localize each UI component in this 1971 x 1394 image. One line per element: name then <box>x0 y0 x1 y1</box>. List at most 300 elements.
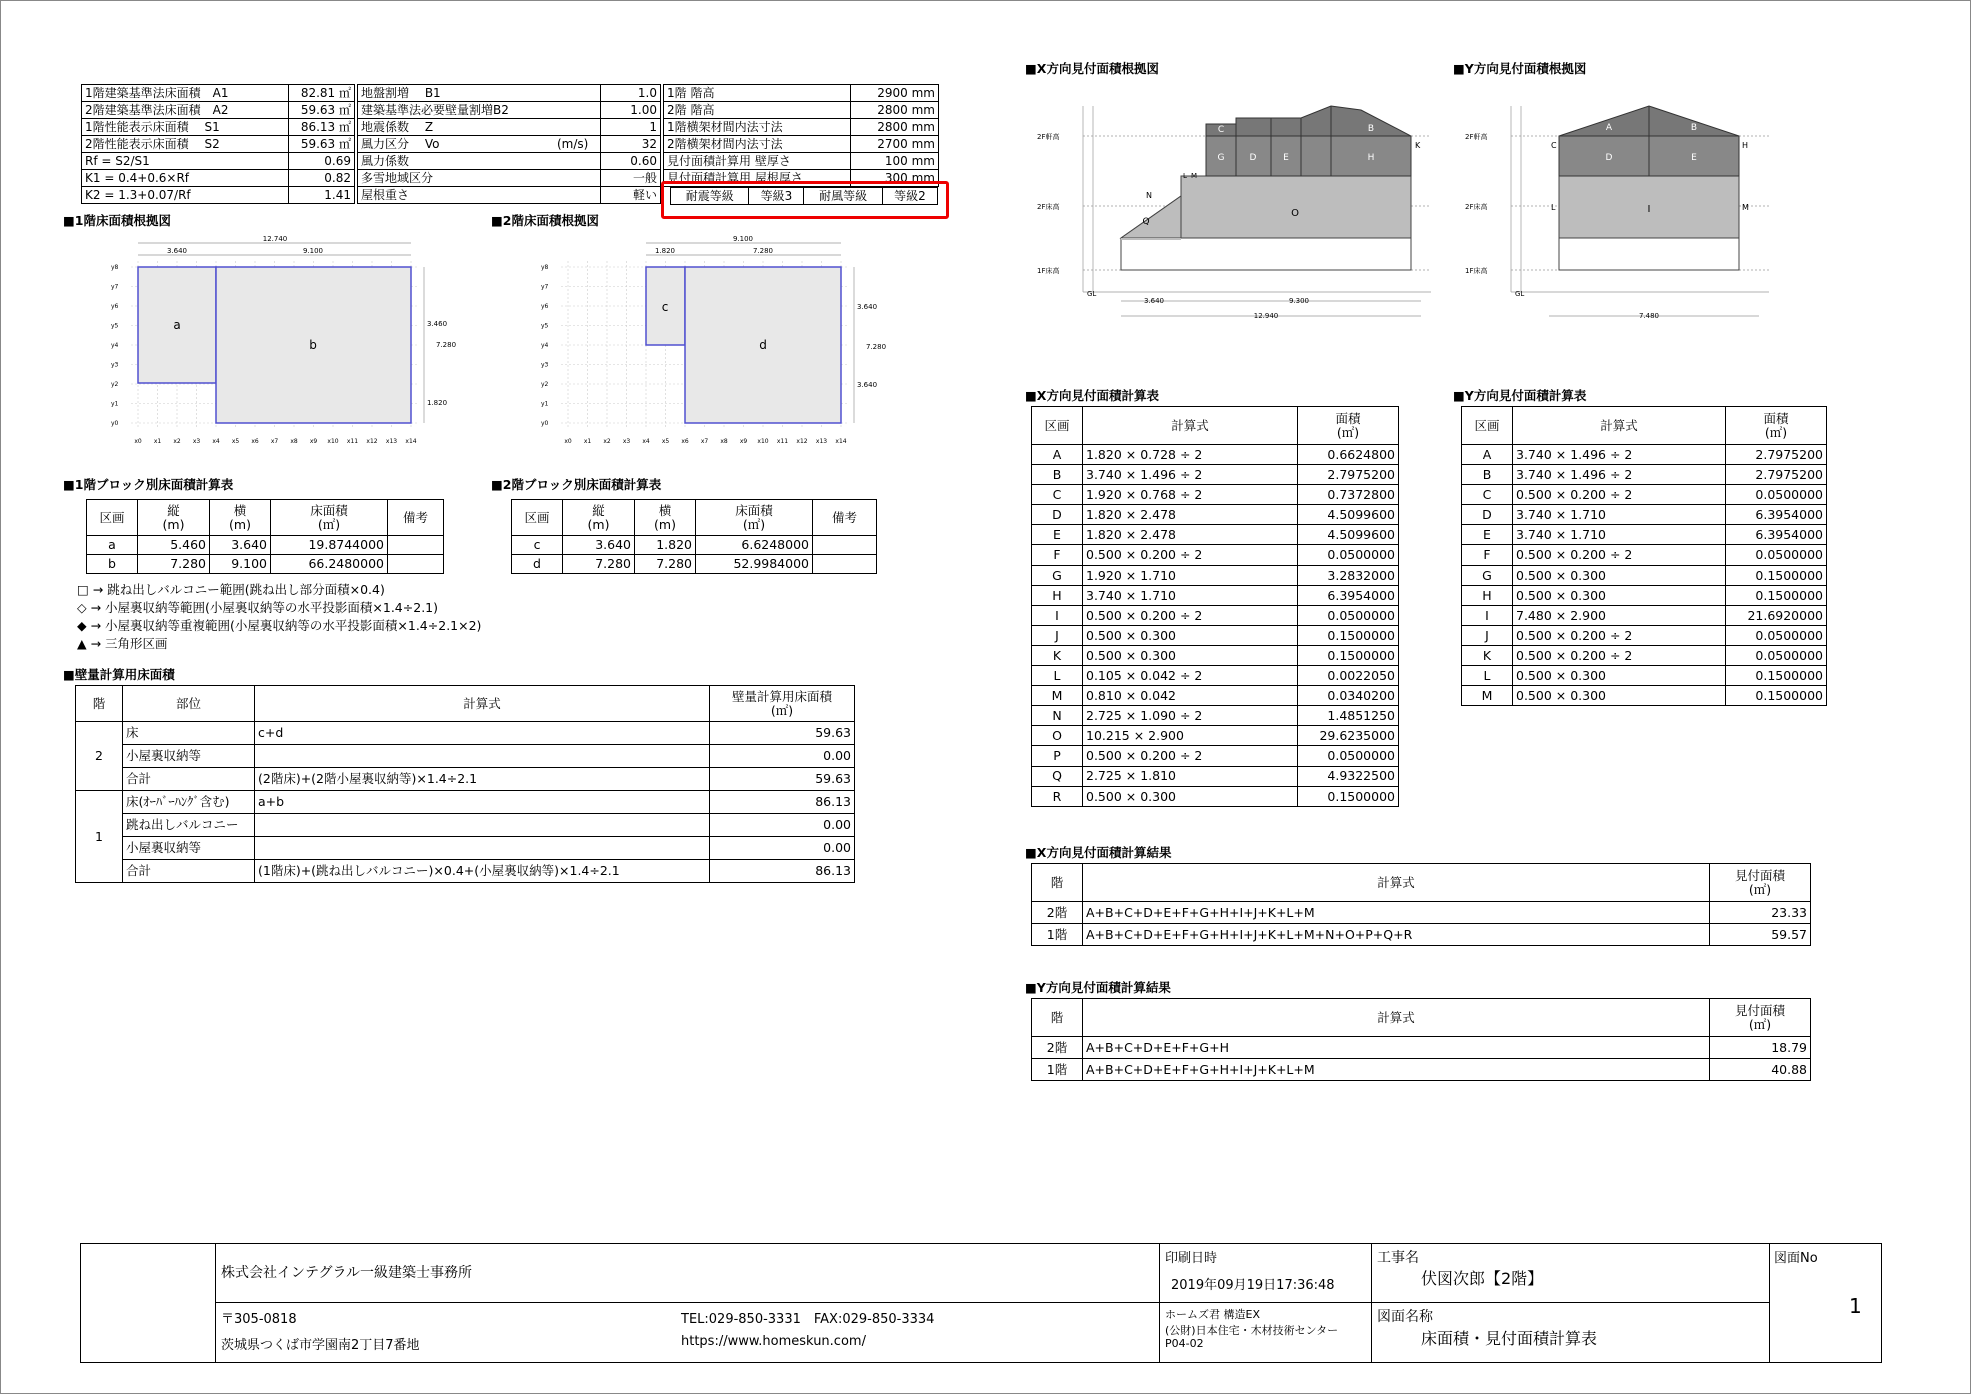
param-label: 建築基準法必要壁量割増B2 <box>358 102 555 119</box>
table-cell: E <box>1032 525 1083 545</box>
param-label: 2階 階高 <box>664 102 851 119</box>
param-value: 2900 mm <box>851 85 939 102</box>
software-name: ホームズ君 構造EX <box>1165 1308 1260 1321</box>
part-cell: 合計 <box>123 860 255 883</box>
drawing-label: 図面名称 <box>1377 1309 1433 1325</box>
y-label-b: B <box>1690 123 1698 133</box>
param-unit <box>554 119 601 136</box>
table-row <box>358 85 661 102</box>
software-org: (公財)日本住宅・木材技術センター <box>1165 1324 1339 1337</box>
plan2-label-d: d <box>759 338 767 352</box>
wall-header-formula: 計算式 <box>255 686 710 722</box>
table-row <box>1032 686 1399 706</box>
grid-y-label: y1 <box>541 400 549 408</box>
table-cell: 1.920 × 1.710 <box>1083 565 1298 585</box>
table-cell: A <box>1462 445 1513 465</box>
table-cell <box>388 536 444 555</box>
part-cell: 小屋裏収納等 <box>123 745 255 768</box>
x-label-o: O <box>1291 208 1299 219</box>
table-cell: D <box>1462 505 1513 525</box>
param-value: 82.81 ㎡ <box>289 85 355 102</box>
table-cell: 2.725 × 1.090 ÷ 2 <box>1083 706 1298 726</box>
table-header: 区画 <box>512 500 563 536</box>
table-row <box>1462 686 1827 706</box>
table-cell: 1.920 × 0.768 ÷ 2 <box>1083 485 1298 505</box>
x-label-d: D <box>1249 153 1257 163</box>
param-value: 一般 <box>601 170 661 187</box>
table-row <box>76 860 855 883</box>
grid-x-label: x3 <box>622 438 631 445</box>
table-cell: 2.725 × 1.810 <box>1083 766 1298 786</box>
seismic-param-table <box>357 84 661 204</box>
wall-header-part: 部位 <box>123 686 255 722</box>
table-cell: 0.500 × 0.200 ÷ 2 <box>1083 545 1298 565</box>
table-row <box>664 119 939 136</box>
table-cell: 4.5099600 <box>1298 525 1399 545</box>
plan2-title: ■2階床面積根拠図 <box>491 213 600 228</box>
param-value: 軽い <box>601 187 661 204</box>
table-row <box>87 536 444 555</box>
x-level-gl: GL <box>1087 290 1097 298</box>
table-row <box>1462 485 1827 505</box>
table-row <box>1462 605 1827 625</box>
table-cell: 23.33 <box>1710 902 1811 924</box>
grid-y-label: y7 <box>541 283 549 291</box>
table-cell: K <box>1032 645 1083 665</box>
legend-line: ◇ → 小屋裏収納等範囲(小屋裏収納等の水平投影面積×1.4÷2.1) <box>77 600 438 615</box>
grid-x-label: x2 <box>173 438 181 445</box>
table-cell: 1.820 × 2.478 <box>1083 505 1298 525</box>
table-cell: 1.4851250 <box>1298 706 1399 726</box>
param-unit <box>554 102 601 119</box>
table-header: 見付面積 (㎡) <box>1710 864 1811 902</box>
grid-y-label: y6 <box>541 303 549 310</box>
param-value: 0.82 <box>289 170 355 187</box>
y-level-2f: 2F床高 <box>1465 203 1488 211</box>
table-cell: 0.500 × 0.200 ÷ 2 <box>1513 645 1726 665</box>
param-label: 多雪地域区分 <box>358 170 555 187</box>
table-cell: D <box>1032 505 1083 525</box>
table-cell <box>388 555 444 574</box>
block2-table <box>511 499 877 574</box>
floor-cell: 2 <box>76 722 123 791</box>
table-cell: 0.500 × 0.300 <box>1513 585 1726 605</box>
param-label: 2階横架材間内法寸法 <box>664 136 851 153</box>
grid-x-label: x8 <box>720 438 728 445</box>
table-row <box>76 791 855 814</box>
grid-x-label: x14 <box>405 438 417 445</box>
floor1-plan-diagram <box>91 233 461 465</box>
table-cell: A+B+C+D+E+F+G+H <box>1083 1037 1710 1059</box>
table-cell: 29.6235000 <box>1298 726 1399 746</box>
param-label: 2階性能表示床面積 S2 <box>82 136 289 153</box>
table-row <box>358 119 661 136</box>
x-label-e: E <box>1283 153 1289 163</box>
table-cell: 66.2480000 <box>271 555 388 574</box>
table-cell: F <box>1032 545 1083 565</box>
plan1-dim-b: 9.100 <box>302 247 324 255</box>
table-cell: 0.1500000 <box>1298 625 1399 645</box>
table-header: 横 (m) <box>210 500 271 536</box>
table-cell <box>813 555 877 574</box>
table-cell: C <box>1462 485 1513 505</box>
table-row <box>1462 565 1827 585</box>
param-label: 2階建築基準法床面積 A2 <box>82 102 289 119</box>
table-cell: B <box>1032 465 1083 485</box>
table-cell: 0.6624800 <box>1298 445 1399 465</box>
table-cell: 3.740 × 1.710 <box>1083 585 1298 605</box>
param-unit <box>554 187 601 204</box>
grid-y-label: y5 <box>111 322 119 330</box>
table-header: 計算式 <box>1513 407 1726 445</box>
grid-x-label: x4 <box>642 438 650 445</box>
grid-y-label: y5 <box>541 322 549 330</box>
plan1-title: ■1階床面積根拠図 <box>63 213 172 228</box>
print-date-label: 印刷日時 <box>1165 1251 1218 1266</box>
table-cell: 0.1500000 <box>1726 565 1827 585</box>
block1-title: ■1階ブロック別床面積計算表 <box>63 477 234 492</box>
plan1-label-a: a <box>173 318 181 332</box>
plan2-label-c: c <box>661 300 669 314</box>
legend-line: ▲ → 三角形区画 <box>77 636 168 651</box>
y-level-eave: 2F軒高 <box>1465 133 1488 141</box>
table-cell: C <box>1032 485 1083 505</box>
y-level-gl: GL <box>1515 290 1525 298</box>
table-row <box>1032 485 1399 505</box>
table-cell: 0.500 × 0.200 ÷ 2 <box>1513 545 1726 565</box>
table-cell: H <box>1462 585 1513 605</box>
part-cell: 床(ｵｰﾊﾞｰﾊﾝｸﾞ含む) <box>123 791 255 814</box>
table-row <box>1032 924 1811 946</box>
grid-y-label: y2 <box>541 381 549 388</box>
area-cell: 0.00 <box>710 745 855 768</box>
y-calc-title: ■Y方向見付面積計算表 <box>1453 388 1587 403</box>
formula-cell <box>255 745 710 768</box>
table-cell: 0.0500000 <box>1298 605 1399 625</box>
grid-x-label: x5 <box>661 438 670 445</box>
grid-y-label: y8 <box>111 264 119 271</box>
table-row <box>1462 445 1827 465</box>
table-row <box>664 102 939 119</box>
table-header: 備考 <box>813 500 877 536</box>
grid-y-label: y3 <box>111 361 119 369</box>
table-header: 縦 (m) <box>563 500 635 536</box>
table-row <box>1032 465 1399 485</box>
grid-x-label: x4 <box>212 438 220 445</box>
table-cell: 0.1500000 <box>1726 585 1827 605</box>
table-header: 面積 (㎡) <box>1726 407 1827 445</box>
table-cell: A <box>1032 445 1083 465</box>
table-header: 区画 <box>1032 407 1083 445</box>
y-label-m: M <box>1742 203 1749 212</box>
plan1-dim-r1: 3.460 <box>427 320 448 328</box>
y-result-table <box>1031 998 1811 1081</box>
table-cell: 0.500 × 0.200 ÷ 2 <box>1513 485 1726 505</box>
plan1-label-b: b <box>309 338 317 352</box>
table-header: 階 <box>1032 999 1083 1037</box>
table-cell: 0.500 × 0.300 <box>1083 786 1298 806</box>
table-cell: 5.460 <box>138 536 210 555</box>
table-cell: 0.1500000 <box>1298 786 1399 806</box>
grid-x-label: x10 <box>327 438 339 445</box>
table-row <box>76 814 855 837</box>
table-cell: 0.0022050 <box>1298 666 1399 686</box>
table-cell: I <box>1032 605 1083 625</box>
param-unit <box>554 153 601 170</box>
grid-x-label: x2 <box>603 438 611 445</box>
param-value: 59.63 ㎡ <box>289 136 355 153</box>
param-label: 1階横架材間内法寸法 <box>664 119 851 136</box>
grid-x-label: x11 <box>776 438 789 445</box>
x-level-1f: 1F床高 <box>1037 267 1060 275</box>
plan1-dim-a: 3.640 <box>166 247 188 255</box>
formula-cell: a+b <box>255 791 710 814</box>
table-cell: 7.480 × 2.900 <box>1513 605 1726 625</box>
table-cell: 0.0340200 <box>1298 686 1399 706</box>
table-cell: N <box>1032 706 1083 726</box>
x-result-table <box>1031 863 1811 946</box>
param-label: 見付面積計算用 壁厚さ <box>664 153 851 170</box>
y-label-c: C <box>1551 141 1557 150</box>
highlight-box <box>661 181 949 219</box>
table-cell: J <box>1032 625 1083 645</box>
table-cell <box>813 536 877 555</box>
height-param-table <box>663 84 939 187</box>
grid-x-label: x0 <box>134 438 142 445</box>
table-row <box>1462 666 1827 686</box>
table-row <box>1032 625 1399 645</box>
area-cell: 86.13 <box>710 860 855 883</box>
table-row <box>1032 746 1399 766</box>
table-cell: 18.79 <box>1710 1037 1811 1059</box>
table-header: 床面積 (㎡) <box>271 500 388 536</box>
plan2-dim-d: 7.280 <box>752 247 774 255</box>
table-header: 見付面積 (㎡) <box>1710 999 1811 1037</box>
grid-x-label: x7 <box>270 438 279 445</box>
plan2-dim-total: 9.100 <box>732 235 754 243</box>
table-cell: 0.1500000 <box>1726 666 1827 686</box>
legend-line: ◆ → 小屋裏収納等重複範囲(小屋裏収納等の水平投影面積×1.4÷2.1×2) <box>77 618 482 633</box>
param-unit <box>554 85 601 102</box>
grid-y-label: y8 <box>541 264 549 271</box>
elev-x-title: ■X方向見付面積根拠図 <box>1025 61 1159 76</box>
table-cell: 0.500 × 0.200 ÷ 2 <box>1083 605 1298 625</box>
website-url: https://www.homeskun.com/ <box>681 1334 866 1349</box>
grid-x-label: x6 <box>681 438 689 445</box>
table-row <box>82 85 355 102</box>
table-cell: 2.7975200 <box>1298 465 1399 485</box>
plan2-dim-r2: 3.640 <box>857 381 878 389</box>
drawing-no-label: 図面No <box>1774 1251 1818 1266</box>
param-value: 32 <box>601 136 661 153</box>
x-label-n: N <box>1146 191 1152 200</box>
table-row <box>76 745 855 768</box>
table-header: 計算式 <box>1083 999 1710 1037</box>
area-cell: 0.00 <box>710 814 855 837</box>
param-value: 2800 mm <box>851 119 939 136</box>
table-row <box>1032 545 1399 565</box>
y-level-1f: 1F床高 <box>1465 267 1488 275</box>
x-area-o <box>1181 176 1411 238</box>
table-row <box>1032 706 1399 726</box>
plan1-dim-total: 12.740 <box>262 235 288 243</box>
table-cell: 2階 <box>1032 902 1083 924</box>
x-area-n <box>1121 196 1181 238</box>
table-row <box>1462 645 1827 665</box>
table-cell: A+B+C+D+E+F+G+H+I+J+K+L+M <box>1083 902 1710 924</box>
x-label-h: H <box>1367 153 1375 163</box>
table-cell: R <box>1032 786 1083 806</box>
grid-x-label: x5 <box>231 438 240 445</box>
param-label: 1階性能表示床面積 S1 <box>82 119 289 136</box>
table-cell: G <box>1032 565 1083 585</box>
part-cell: 跳ね出しバルコニー <box>123 814 255 837</box>
table-row <box>76 722 855 745</box>
table-cell: A+B+C+D+E+F+G+H+I+J+K+L+M+N+O+P+Q+R <box>1083 924 1710 946</box>
table-cell: 0.500 × 0.300 <box>1513 666 1726 686</box>
part-cell: 床 <box>123 722 255 745</box>
grid-x-label: x13 <box>385 438 398 445</box>
x-label-q: Q <box>1142 217 1150 227</box>
table-row <box>1032 645 1399 665</box>
table-cell: 0.0500000 <box>1726 645 1827 665</box>
table-row <box>1462 465 1827 485</box>
table-row <box>82 153 355 170</box>
block1-table <box>86 499 444 574</box>
table-cell: 1.820 <box>635 536 696 555</box>
table-cell: 2.7975200 <box>1726 445 1827 465</box>
print-date-value: 2019年09月19日17:36:48 <box>1171 1278 1335 1293</box>
postal-code: 〒305-0818 <box>221 1312 297 1327</box>
grid-x-label: x1 <box>153 438 162 445</box>
software-code: P04-02 <box>1165 1337 1204 1350</box>
table-cell: 52.9984000 <box>696 555 813 574</box>
table-row <box>1032 605 1399 625</box>
table-cell: G <box>1462 565 1513 585</box>
table-cell: 7.280 <box>563 555 635 574</box>
grid-x-label: x12 <box>366 438 378 445</box>
table-cell: L <box>1462 666 1513 686</box>
table-row <box>82 187 355 204</box>
table-cell: 0.0500000 <box>1726 625 1827 645</box>
table-cell: 21.6920000 <box>1726 605 1827 625</box>
seismic-grade-value: 等級3 <box>749 188 804 205</box>
x-label-l: L <box>1183 172 1187 180</box>
table-cell: 1.820 × 0.728 ÷ 2 <box>1083 445 1298 465</box>
param-label: 屋根重さ <box>358 187 555 204</box>
formula-cell <box>255 837 710 860</box>
grid-y-label: y2 <box>111 381 119 388</box>
table-row <box>1032 445 1399 465</box>
table-cell: P <box>1032 746 1083 766</box>
wind-grade-label: 耐風等級 <box>804 188 882 205</box>
grid-x-label: x1 <box>583 438 592 445</box>
y-result-title: ■Y方向見付面積計算結果 <box>1025 980 1171 995</box>
x-label-g: G <box>1217 153 1225 163</box>
wall-table-title: ■壁量計算用床面積 <box>63 667 175 682</box>
grid-x-label: x3 <box>192 438 201 445</box>
table-row <box>1032 1037 1811 1059</box>
y-label-l: L <box>1551 203 1556 212</box>
drawing-name: 床面積・見付面積計算表 <box>1421 1329 1598 1348</box>
grid-x-label: x8 <box>290 438 298 445</box>
table-cell: 19.8744000 <box>271 536 388 555</box>
table-cell: 2階 <box>1032 1037 1083 1059</box>
table-cell: 3.740 × 1.496 ÷ 2 <box>1083 465 1298 485</box>
area-cell: 86.13 <box>710 791 855 814</box>
table-cell: d <box>512 555 563 574</box>
table-cell: O <box>1032 726 1083 746</box>
table-row <box>1032 766 1399 786</box>
formula-cell: (2階床)+(2階小屋裏収納等)×1.4÷2.1 <box>255 768 710 791</box>
table-row <box>1462 585 1827 605</box>
x-calc-table <box>1031 406 1399 807</box>
grid-y-label: y6 <box>111 303 119 310</box>
table-cell: 0.500 × 0.300 <box>1513 686 1726 706</box>
table-header: 階 <box>1032 864 1083 902</box>
param-label: K1 = 0.4+0.6×Rf <box>82 170 289 187</box>
table-cell: H <box>1032 585 1083 605</box>
grid-y-label: y0 <box>541 420 549 427</box>
table-row <box>1032 726 1399 746</box>
table-row <box>1032 565 1399 585</box>
legend-line: □ → 跳ね出しバルコニー範囲(跳ね出し部分面積×0.4) <box>77 582 385 597</box>
param-label: K2 = 1.3+0.07/Rf <box>82 187 289 204</box>
wind-grade-value: 等級2 <box>882 188 937 205</box>
grid-y-label: y0 <box>111 420 119 427</box>
table-cell: 2.7975200 <box>1726 465 1827 485</box>
table-cell: 40.88 <box>1710 1059 1811 1081</box>
table-row <box>1032 1059 1811 1081</box>
table-cell: 0.500 × 0.200 ÷ 2 <box>1513 625 1726 645</box>
table-cell: 6.6248000 <box>696 536 813 555</box>
x-2f-wall <box>1206 136 1411 176</box>
table-cell: 0.1500000 <box>1726 686 1827 706</box>
param-value: 2700 mm <box>851 136 939 153</box>
x-label-m: M <box>1191 172 1198 180</box>
x-dim-total: 12.940 <box>1253 312 1279 320</box>
block2-title: ■2階ブロック別床面積計算表 <box>491 477 662 492</box>
table-cell: 3.2832000 <box>1298 565 1399 585</box>
plan2-dim-r1: 3.640 <box>857 303 878 311</box>
area-cell: 59.63 <box>710 722 855 745</box>
table-cell: 3.740 × 1.710 <box>1513 525 1726 545</box>
area-cell: 0.00 <box>710 837 855 860</box>
table-header: 床面積 (㎡) <box>696 500 813 536</box>
table-row <box>1032 786 1399 806</box>
param-value: 1.41 <box>289 187 355 204</box>
table-row <box>1032 585 1399 605</box>
table-row <box>358 153 661 170</box>
table-cell: J <box>1462 625 1513 645</box>
table-header: 区画 <box>87 500 138 536</box>
formula-cell: (1階床)+(跳ね出しバルコニー)×0.4+(小屋裏収納等)×1.4÷2.1 <box>255 860 710 883</box>
table-row <box>358 187 661 204</box>
param-value: 300 mm <box>851 170 939 187</box>
table-cell: E <box>1462 525 1513 545</box>
basic-area-table <box>81 84 355 204</box>
table-cell: F <box>1462 545 1513 565</box>
table-cell: 7.280 <box>138 555 210 574</box>
elev-y-title: ■Y方向見付面積根拠図 <box>1453 61 1587 76</box>
table-row <box>1462 505 1827 525</box>
project-name: 伏図次郎【2階】 <box>1421 1269 1544 1288</box>
table-row <box>82 119 355 136</box>
table-cell: L <box>1032 666 1083 686</box>
table-cell: 4.5099600 <box>1298 505 1399 525</box>
x-label-b: B <box>1367 124 1375 134</box>
table-cell: 0.1500000 <box>1298 645 1399 665</box>
